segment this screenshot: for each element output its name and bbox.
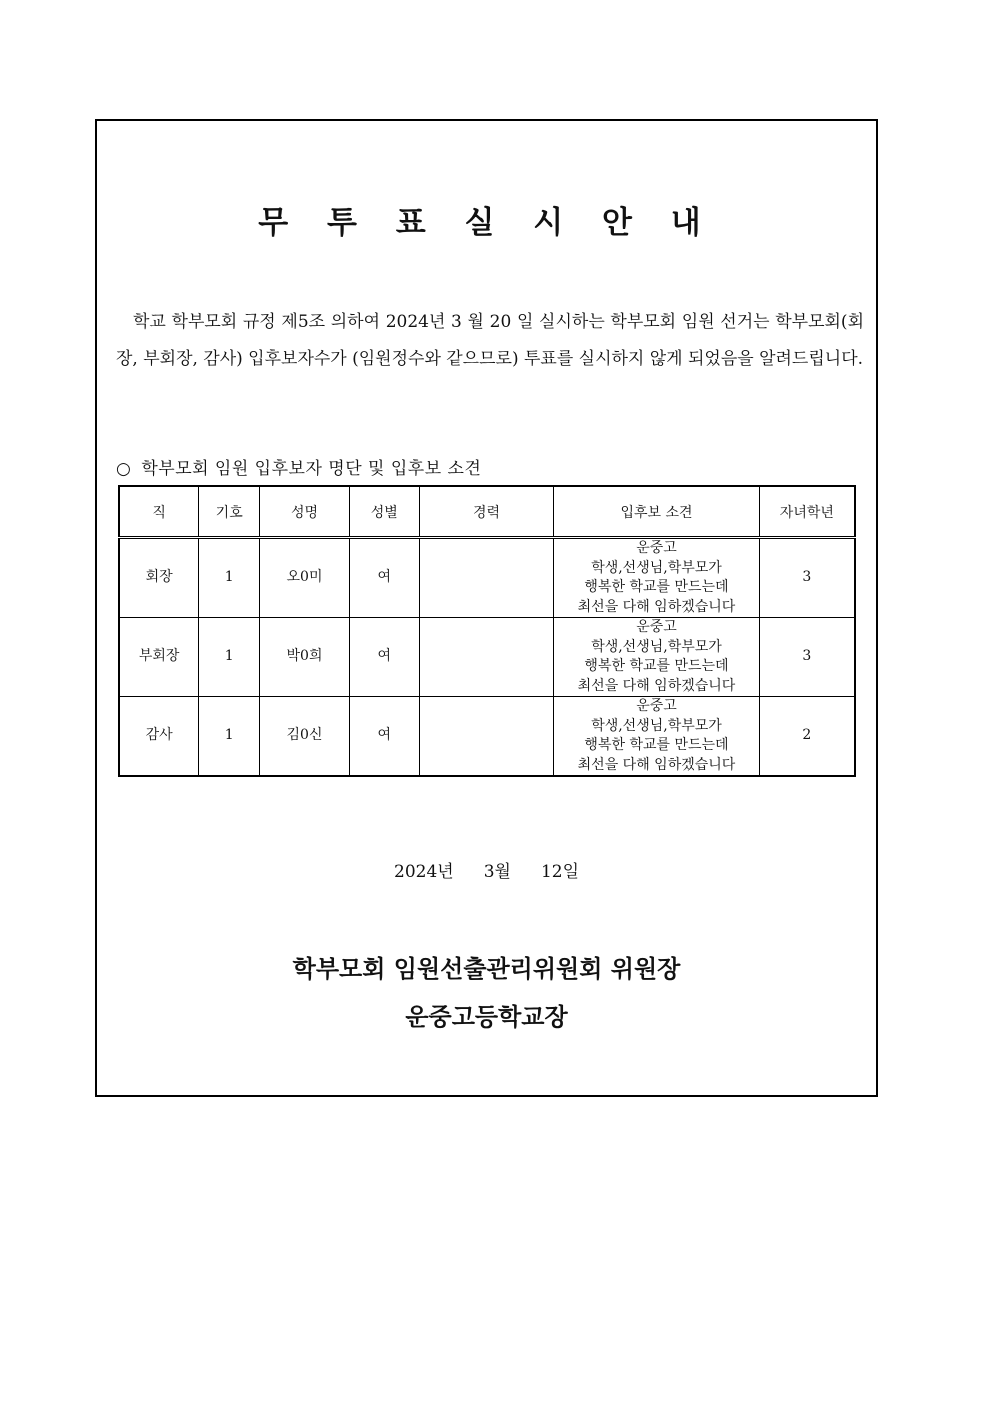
cell-number: 1: [199, 538, 260, 618]
cell-position: 감사: [119, 697, 199, 777]
signature-committee-chair: 학부모회 임원선출관리위원회 위원장: [292, 955, 681, 983]
col-header-statement: 입후보 소견: [554, 486, 759, 538]
cell-statement: [554, 697, 759, 777]
page-title: 무 투 표 실 시 안 내: [258, 205, 715, 241]
cell-career: [419, 538, 554, 618]
statement-line: 학생,선생님,학부모가: [591, 638, 722, 655]
candidate-table: [118, 485, 856, 777]
cell-grade: 2: [759, 697, 855, 777]
cell-grade: 3: [759, 538, 855, 618]
col-header-number: 기호: [199, 486, 260, 538]
circle-bullet-icon: ○: [116, 459, 132, 479]
cell-number: 1: [199, 618, 260, 697]
col-header-name: 성명: [260, 486, 350, 538]
cell-statement: [554, 618, 759, 697]
cell-name: 박0희: [260, 618, 350, 697]
date-year: 2024년: [394, 862, 454, 882]
cell-gender: 여: [349, 618, 419, 697]
date-month: 3월: [483, 862, 511, 882]
statement-line: 운중고: [636, 698, 677, 714]
cell-gender: 여: [349, 697, 419, 777]
cell-name: 김0신: [260, 697, 350, 777]
section-heading-text: 학부모회 임원 입후보자 명단 및 입후보 소견: [141, 459, 482, 479]
cell-position: 부회장: [119, 618, 199, 697]
statement-line: 최선을 다해 임하겠습니다: [577, 598, 736, 615]
table-row: [119, 618, 855, 697]
table-row: [119, 697, 855, 777]
statement-line: 최선을 다해 임하겠습니다: [577, 677, 736, 694]
cell-statement: [554, 538, 759, 618]
date-day: 12일: [540, 862, 579, 882]
cell-gender: 여: [349, 538, 419, 618]
notice-frame: [95, 119, 878, 1097]
cell-grade: 3: [759, 618, 855, 697]
statement-line: 학생,선생님,학부모가: [591, 717, 722, 734]
statement-line: 운중고: [636, 619, 677, 635]
statement-line: 학생,선생님,학부모가: [591, 559, 722, 576]
statement-line: 행복한 학교를 만드는데: [584, 579, 729, 595]
col-header-grade: 자녀학년: [759, 486, 855, 538]
cell-career: [419, 618, 554, 697]
table-row: [119, 538, 855, 618]
col-header-position: 직: [119, 486, 199, 538]
col-header-career: 경력: [419, 486, 554, 538]
statement-line: 최선을 다해 임하겠습니다: [577, 756, 736, 773]
issue-date: [97, 857, 876, 882]
cell-name: 오0미: [260, 538, 350, 618]
statement-line: 운중고: [636, 540, 677, 556]
cell-position: 회장: [119, 538, 199, 618]
section-heading: [116, 454, 481, 479]
statement-line: 행복한 학교를 만드는데: [584, 737, 729, 753]
col-header-gender: 성별: [349, 486, 419, 538]
cell-number: 1: [199, 697, 260, 777]
statement-line: 행복한 학교를 만드는데: [584, 658, 729, 674]
intro-paragraph: 학교 학부모회 규정 제5조 의하여 2024년 3 월 20 일 실시하는 학부모회 임원 선거는 학부모회(회장, 부회장, 감사) 입후보자수가 (임원정수와 같으므로) 투표를 실시하지 않게 되었음을 알려드립니다.: [116, 312, 864, 369]
table-header-row: [119, 486, 855, 538]
signature-principal: 운중고등학교장: [405, 1003, 568, 1031]
cell-career: [419, 697, 554, 777]
